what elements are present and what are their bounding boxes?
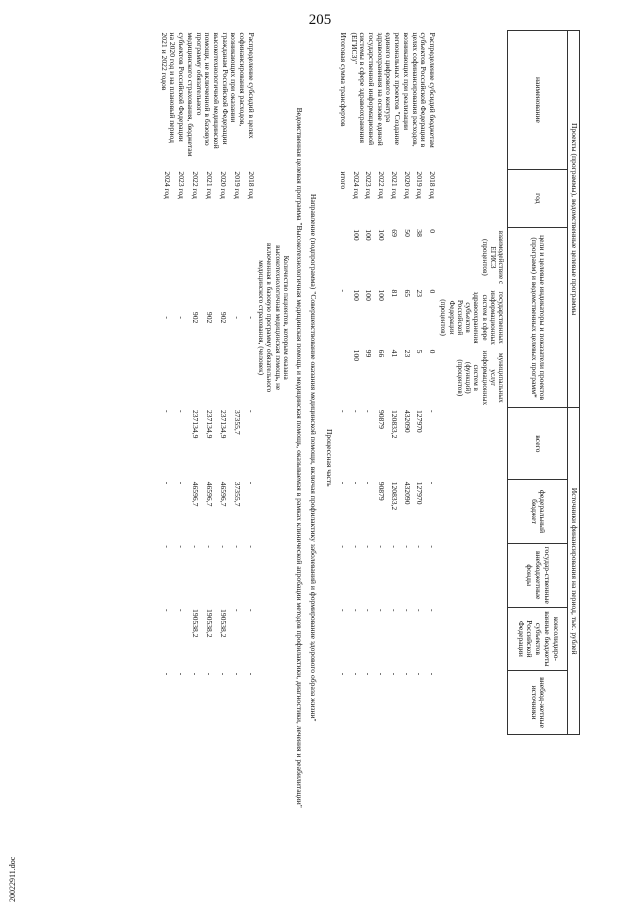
table-row: Распределение субсидий в целях софинансирования расходов, возникающих при оказании гражданам Российской Федерации высокотехнологичной медицинской помощи, не включенной в базовую программу обязательного медицинского страхования, бюджетам субъектов Российской Федерации на 2020 год и на плановый период 2021 и 2022 годов 2018 год - - - - - - xyxy=(159,32,256,676)
total-row: Итоговая сумма трансфертов итого - - - - - - xyxy=(338,32,348,676)
col-offbudget-header: внебюд-жетные источники xyxy=(508,671,568,735)
col-regional-header: консолидиро-ванные бюджеты субъектов Российской Федерации xyxy=(508,607,568,671)
vcp-indicator-label: Количество пациентов, которым оказана высокотехнологичная медицинская помощь, не включенная в базовую программу обязательного медицинского страхования, (человек) xyxy=(257,243,290,393)
page-number: 205 xyxy=(308,12,332,28)
rotated-table-sheet xyxy=(50,30,580,885)
table-row: 2020 год 902 237134,9 46596,7 - 190538,2 - xyxy=(218,171,228,676)
table-row: 2023 год 100 100 99 - - - - - xyxy=(364,171,374,676)
table-row: 2021 год 902 237134,9 46596,7 - 190538,2 - xyxy=(204,171,214,676)
section-title: Процессная часть xyxy=(325,428,335,487)
indicator-header-row xyxy=(437,31,508,886)
vcp-title: Ведомственная целевая программа "Высокотехнологичная медицинская помощь и медицинская помощь, оказываемая в рамках клинической апробации методов профилактики, диагностики, лечения и реабилитации" xyxy=(294,107,304,808)
indicator-2-label: государственных информационных систем в сфере здравоохранения субъектов Российской Федерации (процентов) xyxy=(439,290,506,345)
table-row: 2022 год 100 100 66 90879 90879 - - - xyxy=(377,171,387,676)
col-extrabudget-header: государ-ственные внебюджетные фонды xyxy=(508,543,568,607)
block2-name: Распределение субсидий в целях софинансирования расходов, возникающих при оказании гражданам Российской Федерации высокотехнологичной медицинской помощи, не включенной в базовую программу обязательного медицинского страхования, бюджетам субъектов Российской Федерации на 2020 год и на плановый период 2021 и 2022 годов xyxy=(159,32,256,157)
col-year-header: год xyxy=(508,169,568,227)
group-projects-header: Проекты (программы), ведомственные целевые программы xyxy=(568,31,580,408)
table-row: Распределение субсидий бюджетам субъектов Российской Федерации в целях софинансирования расходов, возникающих при реализации региональных проектов "Создание единого цифрового контура здравоохранения на основе единой государственной информационной системы в сфере здравоохранения (ЕГИСЗ)" 2018 год 0 0 0 - - - - - xyxy=(349,32,438,676)
col-goals-header: цели и целевые индикаторы и показатели проектов (программ) и ведомственных целевых программ* xyxy=(508,227,568,408)
table-row: 2024 год - - - - - - xyxy=(162,171,172,676)
block1-name: Распределение субсидий бюджетам субъектов Российской Федерации в целях софинансирования расходов, возникающих при реализации региональных проектов "Создание единого цифрового контура здравоохранения на основе единой государственной информационной системы в сфере здравоохранения (ЕГИСЗ)" xyxy=(349,32,438,148)
table-row: 2023 год - - - - - - xyxy=(176,171,186,676)
group-sources-header: Источники финансирования на период, тыс. рублей xyxy=(568,408,580,734)
table-row: 2020 год 50 65 23 432090 432090 - - - xyxy=(402,171,412,676)
indicator-1-label: взаимодействие с ЕГИСЗ (процентов) xyxy=(480,230,506,285)
financing-table xyxy=(158,30,580,885)
table-row: 2024 год 100 100 100 - - - - - xyxy=(351,171,361,676)
table-row: 2019 год - 37355,7 37355,7 - - - xyxy=(232,171,242,676)
total-label: Итоговая сумма трансфертов xyxy=(338,32,348,127)
col-name-header: наименование xyxy=(508,31,568,170)
table-row: 2019 год 38 23 5 127970 127970 - - - xyxy=(415,171,425,676)
table-row: 2022 год 902 237134,9 46596,7 - 190538,2 - xyxy=(190,171,200,676)
table-row: 2021 год 69 81 41 120833,2 120833,2 - - - xyxy=(389,171,399,676)
col-federal-header: федеральный бюджет xyxy=(508,480,568,544)
indicator-3-label: муниципальных услуг информационных систем в (функций) (процентов) xyxy=(455,350,506,406)
col-total-header: всего xyxy=(508,408,568,480)
direction-title: Направление (подпрограмма) "Совершенствование оказания медицинской помощи, включая профилактику заболеваний и формирование здорового образа жизни" xyxy=(309,193,319,722)
footer-doc-code: 20022911.doc xyxy=(8,856,17,902)
